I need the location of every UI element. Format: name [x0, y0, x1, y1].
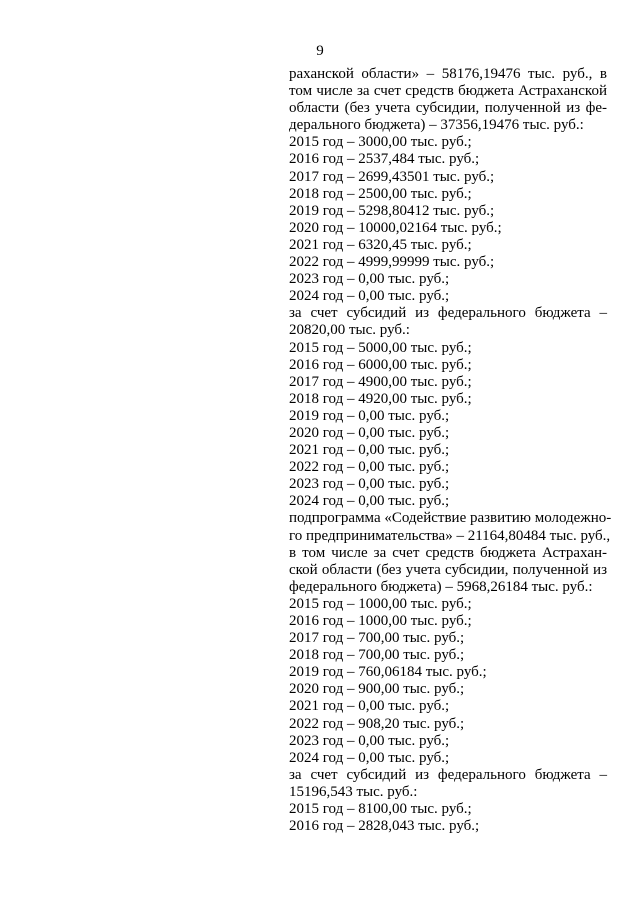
- text-line: 2019 год – 0,00 тыс. руб.;: [289, 407, 450, 424]
- text-line: 20820,00 тыс. руб.:: [289, 322, 410, 339]
- text-line: том числе за счет средств бюджета Астраханской: [289, 83, 607, 100]
- text-line: 2023 год – 0,00 тыс. руб.;: [289, 732, 450, 749]
- text-line: области (без учета субсидии, полученной из фе-: [289, 100, 607, 117]
- text-line: 2021 год – 0,00 тыс. руб.;: [289, 442, 450, 459]
- text-line: 2024 год – 0,00 тыс. руб.;: [289, 493, 450, 510]
- text-line: 2018 год – 700,00 тыс. руб.;: [289, 647, 465, 664]
- text-line: в том числе за счет средств бюджета Астрахан-: [289, 544, 607, 561]
- text-line: 2015 год – 8100,00 тыс. руб.;: [289, 801, 472, 818]
- text-line: 2017 год – 2699,43501 тыс. руб.;: [289, 168, 495, 185]
- text-line: 2016 год – 6000,00 тыс. руб.;: [289, 356, 472, 373]
- text-line: 2021 год – 0,00 тыс. руб.;: [289, 698, 450, 715]
- text-line: 2022 год – 0,00 тыс. руб.;: [289, 459, 450, 476]
- text-line: 2017 год – 700,00 тыс. руб.;: [289, 630, 465, 647]
- page-number: 9: [316, 43, 324, 59]
- text-line: 2015 год – 5000,00 тыс. руб.;: [289, 339, 472, 356]
- text-column: [289, 66, 612, 835]
- text-line: 2022 год – 4999,99999 тыс. руб.;: [289, 254, 495, 271]
- text-line: 2024 год – 0,00 тыс. руб.;: [289, 749, 450, 766]
- text-line: 2019 год – 760,06184 тыс. руб.;: [289, 664, 487, 681]
- text-line: 2016 год – 2537,484 тыс. руб.;: [289, 151, 480, 168]
- text-line: 2015 год – 1000,00 тыс. руб.;: [289, 595, 472, 612]
- text-line: 2018 год – 4920,00 тыс. руб.;: [289, 390, 472, 407]
- text-line: 2021 год – 6320,45 тыс. руб.;: [289, 236, 472, 253]
- text-line: ской области (без учета субсидии, полученной из: [289, 561, 607, 578]
- text-line: 2015 год – 3000,00 тыс. руб.;: [289, 134, 472, 151]
- text-line: 15196,543 тыс. руб.:: [289, 783, 418, 800]
- text-line: 2019 год – 5298,80412 тыс. руб.;: [289, 202, 495, 219]
- text-line: федерального бюджета) – 5968,26184 тыс. руб.:: [289, 578, 593, 595]
- text-line: 2020 год – 10000,02164 тыс. руб.;: [289, 219, 502, 236]
- text-line: раханской области» – 58176,19476 тыс. руб., в: [289, 66, 607, 82]
- text-line: за счет субсидий из федерального бюджета –: [289, 305, 607, 322]
- text-line: 2016 год – 2828,043 тыс. руб.;: [289, 818, 480, 835]
- text-line: 2017 год – 4900,00 тыс. руб.;: [289, 373, 472, 390]
- text-line: 2023 год – 0,00 тыс. руб.;: [289, 271, 450, 288]
- text-line: дерального бюджета) – 37356,19476 тыс. руб.:: [289, 117, 584, 134]
- text-line: 2023 год – 0,00 тыс. руб.;: [289, 476, 450, 493]
- text-line: 2020 год – 900,00 тыс. руб.;: [289, 681, 465, 698]
- text-line: 2018 год – 2500,00 тыс. руб.;: [289, 185, 472, 202]
- text-line: го предпринимательства» – 21164,80484 тыс. руб.,: [289, 527, 611, 544]
- text-line: подпрограмма «Содействие развитию молодежно-: [289, 510, 612, 527]
- text-line: 2024 год – 0,00 тыс. руб.;: [289, 288, 450, 305]
- text-line: 2016 год – 1000,00 тыс. руб.;: [289, 613, 472, 629]
- text-line: 2022 год – 908,20 тыс. руб.;: [289, 715, 465, 732]
- text-line: 2020 год – 0,00 тыс. руб.;: [289, 424, 450, 441]
- text-line: за счет субсидий из федерального бюджета –: [289, 766, 607, 783]
